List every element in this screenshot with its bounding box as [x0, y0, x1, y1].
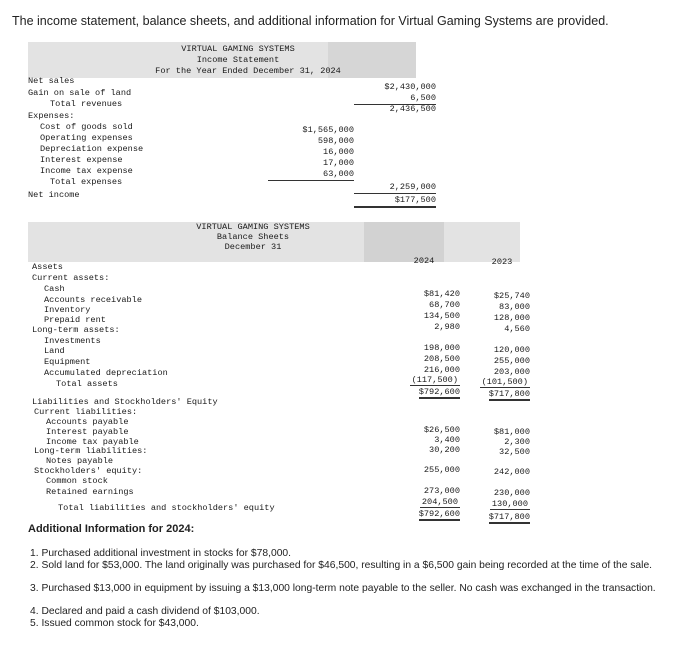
- bs-notes-payable-2024: 255,000: [423, 465, 460, 475]
- bs-label-equipment: Equipment: [44, 357, 91, 367]
- bs-retained-2024-value: 204,500: [421, 497, 458, 507]
- bs-tax-payable-2024: 30,200: [429, 445, 460, 455]
- bs-company-name: VIRTUAL GAMING SYSTEMS: [196, 222, 310, 232]
- bs-equipment-2024: 216,000: [423, 365, 460, 375]
- bs-label-tax-payable: Income tax payable: [46, 437, 139, 447]
- bs-total-assets-2023-value: $717,800: [488, 389, 530, 399]
- bs-tax-payable-2023: 32,500: [499, 447, 530, 457]
- bs-total-le-2023: [474, 512, 530, 523]
- bs-label-lt-assets: Long-term assets:: [32, 325, 120, 335]
- bs-label-se: Stockholders' equity:: [34, 466, 143, 476]
- bs-accum-dep-2023: [474, 377, 530, 388]
- is-label-tax: Income tax expense: [40, 166, 133, 176]
- additional-item-4: 4. Declared and paid a cash dividend of $103,000.: [30, 606, 260, 617]
- bs-label-inventory: Inventory: [44, 305, 91, 315]
- is-label-interest: Interest expense: [40, 155, 123, 165]
- bs-label-current-assets: Current assets:: [32, 273, 110, 283]
- bs-label-investments: Investments: [44, 336, 101, 346]
- bs-label-common-stock: Common stock: [46, 476, 108, 486]
- bs-year-2023: 2023: [491, 257, 513, 267]
- additional-item-5: 5. Issued common stock for $43,000.: [30, 618, 199, 629]
- bs-label-cash: Cash: [44, 284, 65, 294]
- bs-label-current-liab: Current liabilities:: [34, 407, 138, 417]
- bs-accum-dep-2023-value: (101,500): [481, 377, 528, 387]
- is-total-expenses-value: 2,259,000: [354, 182, 436, 194]
- is-period: For the Year Ended December 31, 2024: [155, 66, 341, 76]
- bs-label-total-le: Total liabilities and stockholders' equity: [58, 503, 275, 513]
- is-label-depreciation: Depreciation expense: [40, 144, 144, 154]
- bs-total-assets-2023: [474, 389, 530, 400]
- bs-inventory-2023: 128,000: [493, 313, 530, 323]
- bs-label-assets: Assets: [32, 262, 63, 272]
- bs-prepaid-2024: 2,980: [434, 322, 460, 332]
- bs-total-le-2024: [388, 509, 460, 520]
- bs-retained-2024: [388, 497, 460, 508]
- bs-notes-payable-2023: 242,000: [493, 467, 530, 477]
- bs-total-assets-2024-value: $792,600: [418, 387, 460, 397]
- is-label-gain: Gain on sale of land: [28, 88, 132, 98]
- bs-label-total-assets: Total assets: [56, 379, 118, 389]
- bs-label-ar: Accounts receivable: [44, 295, 142, 305]
- bs-investments-2024: 198,000: [423, 343, 460, 353]
- bs-label-lt-liab: Long-term liabilities:: [34, 446, 148, 456]
- is-net-sales-value: $2,430,000: [384, 82, 436, 92]
- is-label-expenses: Expenses:: [28, 111, 75, 121]
- is-cogs-value: $1,565,000: [302, 125, 354, 135]
- income-statement: [28, 42, 436, 212]
- is-operating-value: 598,000: [317, 136, 354, 146]
- bs-total-assets-2024: [388, 387, 460, 398]
- bs-interest-payable-2024: 3,400: [434, 435, 460, 445]
- bs-land-2023: 255,000: [493, 356, 530, 366]
- bs-label-retained: Retained earnings: [46, 487, 134, 497]
- bs-retained-2023-value: 130,000: [491, 499, 528, 509]
- bs-inventory-2024: 134,500: [423, 311, 460, 321]
- bs-label-liab-header: Liabilities and Stockholders' Equity: [32, 397, 218, 407]
- bs-ap-2023: $81,000: [493, 427, 530, 437]
- is-depreciation-value: 16,000: [323, 147, 354, 157]
- bs-retained-2023: [474, 499, 530, 510]
- is-label-operating: Operating expenses: [40, 133, 133, 143]
- bs-label-notes-payable: Notes payable: [46, 456, 114, 466]
- bs-accum-dep-2024-value: (117,500): [411, 375, 458, 385]
- is-net-income-value: $177,500: [354, 195, 436, 208]
- bs-common-stock-2024: 273,000: [423, 486, 460, 496]
- bs-title: Balance Sheets: [216, 232, 290, 242]
- bs-interest-payable-2023: 2,300: [504, 437, 530, 447]
- bs-equipment-2023: 203,000: [493, 367, 530, 377]
- bs-total-le-2023-value: $717,800: [488, 512, 530, 522]
- bs-ap-2024: $26,500: [423, 425, 460, 435]
- is-tax-value: 63,000: [268, 169, 354, 181]
- is-company-name: VIRTUAL GAMING SYSTEMS: [181, 44, 295, 54]
- is-label-total-revenues: Total revenues: [50, 99, 123, 109]
- is-interest-value: 17,000: [323, 158, 354, 168]
- bs-investments-2023: 120,000: [493, 345, 530, 355]
- bs-label-accum-dep: Accumulated depreciation: [44, 368, 168, 378]
- additional-item-1: 1. Purchased additional investment in stocks for $78,000.: [30, 548, 292, 559]
- is-label-cogs: Cost of goods sold: [40, 122, 133, 132]
- bs-date: December 31: [224, 242, 282, 252]
- balance-sheet: [28, 222, 528, 522]
- additional-item-3: 3. Purchased $13,000 in equipment by issuing a $13,000 long-term note payable to the seller. No cash was exchanged in the transaction.: [30, 583, 656, 594]
- bs-prepaid-2023: 4,560: [504, 324, 530, 334]
- additional-item-2: 2. Sold land for $53,000. The land originally was purchased for $46,500, resulting in a $6,500 gain being recorded at the time of the sale.: [30, 560, 653, 571]
- bs-label-prepaid: Prepaid rent: [44, 315, 106, 325]
- bs-common-stock-2023: 230,000: [493, 488, 530, 498]
- additional-info-title: Additional Information for 2024:: [28, 523, 195, 535]
- bs-ar-2023: 83,000: [499, 302, 530, 312]
- is-label-net-sales: Net sales: [28, 76, 75, 86]
- bs-cash-2023: $25,740: [493, 291, 530, 301]
- bs-land-2024: 208,500: [423, 354, 460, 364]
- bs-label-land: Land: [44, 346, 65, 356]
- is-total-revenues-value: 2,436,500: [389, 104, 436, 114]
- bs-year-2024: 2024: [413, 256, 435, 266]
- bs-cash-2024: $81,420: [423, 289, 460, 299]
- is-gain-value: 6,500: [354, 93, 436, 105]
- bs-ar-2024: 68,700: [429, 300, 460, 310]
- intro-text: The income statement, balance sheets, and additional information for Virtual Gaming Systems are provided.: [12, 14, 609, 28]
- bs-label-interest-payable: Interest payable: [46, 427, 129, 437]
- is-label-total-expenses: Total expenses: [50, 177, 123, 187]
- bs-label-ap: Accounts payable: [46, 417, 129, 427]
- is-label-net-income: Net income: [28, 190, 80, 200]
- is-title: Income Statement: [196, 55, 280, 65]
- bs-accum-dep-2024: [388, 375, 460, 386]
- bs-total-le-2024-value: $792,600: [418, 509, 460, 519]
